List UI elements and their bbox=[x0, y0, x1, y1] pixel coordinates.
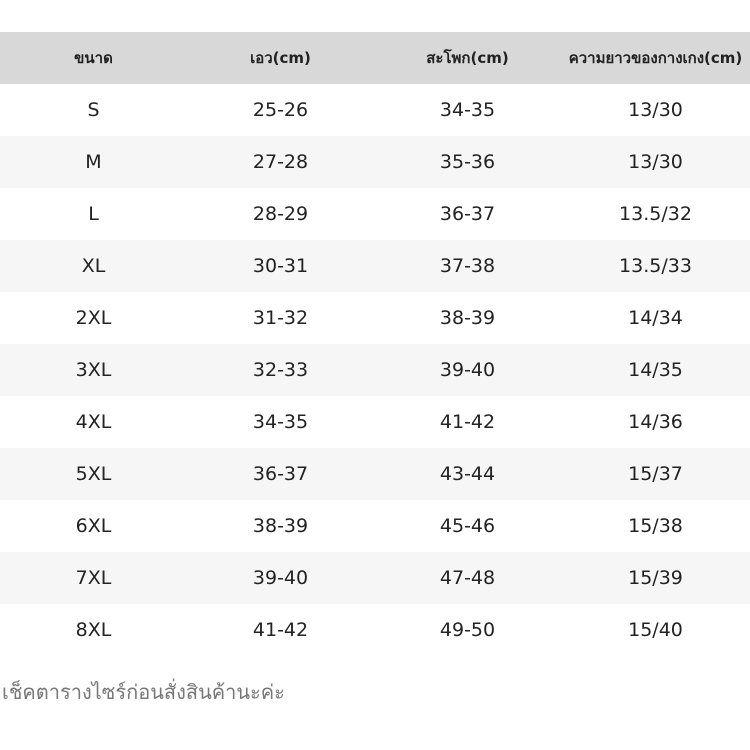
cell-pants-length: 14/36 bbox=[561, 396, 750, 448]
cell-size: 5XL bbox=[0, 448, 187, 500]
footnote: เช็คตารางไซร์ก่อนสั่งสินค้านะค่ะ bbox=[2, 680, 285, 704]
cell-pants-length: 13/30 bbox=[561, 84, 750, 136]
cell-pants-length: 13.5/33 bbox=[561, 240, 750, 292]
cell-hip: 41-42 bbox=[374, 396, 561, 448]
cell-hip: 43-44 bbox=[374, 448, 561, 500]
cell-pants-length: 13.5/32 bbox=[561, 188, 750, 240]
cell-size: 8XL bbox=[0, 604, 187, 656]
cell-pants-length: 14/35 bbox=[561, 344, 750, 396]
cell-waist: 41-42 bbox=[187, 604, 374, 656]
cell-hip: 37-38 bbox=[374, 240, 561, 292]
table-row bbox=[0, 500, 750, 552]
cell-size: L bbox=[0, 188, 187, 240]
cell-size: 6XL bbox=[0, 500, 187, 552]
cell-hip: 49-50 bbox=[374, 604, 561, 656]
table-body bbox=[0, 84, 750, 656]
cell-waist: 34-35 bbox=[187, 396, 374, 448]
cell-waist: 39-40 bbox=[187, 552, 374, 604]
cell-hip: 39-40 bbox=[374, 344, 561, 396]
header-waist: เอว(cm) bbox=[187, 32, 374, 84]
cell-hip: 38-39 bbox=[374, 292, 561, 344]
cell-waist: 30-31 bbox=[187, 240, 374, 292]
table-row bbox=[0, 344, 750, 396]
size-chart-table bbox=[0, 32, 750, 656]
table-row bbox=[0, 292, 750, 344]
cell-size: XL bbox=[0, 240, 187, 292]
cell-pants-length: 15/38 bbox=[561, 500, 750, 552]
cell-hip: 47-48 bbox=[374, 552, 561, 604]
table-row bbox=[0, 552, 750, 604]
cell-size: 7XL bbox=[0, 552, 187, 604]
header-pants-length: ความยาวของกางเกง(cm) bbox=[561, 32, 750, 84]
cell-size: 4XL bbox=[0, 396, 187, 448]
cell-waist: 38-39 bbox=[187, 500, 374, 552]
table-row bbox=[0, 136, 750, 188]
header-hip: สะโพก(cm) bbox=[374, 32, 561, 84]
cell-size: S bbox=[0, 84, 187, 136]
cell-waist: 27-28 bbox=[187, 136, 374, 188]
cell-pants-length: 15/37 bbox=[561, 448, 750, 500]
cell-waist: 31-32 bbox=[187, 292, 374, 344]
cell-pants-length: 14/34 bbox=[561, 292, 750, 344]
cell-size: M bbox=[0, 136, 187, 188]
cell-waist: 36-37 bbox=[187, 448, 374, 500]
cell-hip: 36-37 bbox=[374, 188, 561, 240]
table-row bbox=[0, 604, 750, 656]
cell-hip: 35-36 bbox=[374, 136, 561, 188]
cell-pants-length: 15/40 bbox=[561, 604, 750, 656]
table-row bbox=[0, 240, 750, 292]
header-size: ขนาด bbox=[0, 32, 187, 84]
table-row bbox=[0, 396, 750, 448]
cell-waist: 32-33 bbox=[187, 344, 374, 396]
cell-hip: 45-46 bbox=[374, 500, 561, 552]
table-header-row bbox=[0, 32, 750, 84]
cell-hip: 34-35 bbox=[374, 84, 561, 136]
table-row bbox=[0, 188, 750, 240]
table-row bbox=[0, 448, 750, 500]
table-row bbox=[0, 84, 750, 136]
cell-pants-length: 13/30 bbox=[561, 136, 750, 188]
cell-waist: 25-26 bbox=[187, 84, 374, 136]
cell-waist: 28-29 bbox=[187, 188, 374, 240]
cell-size: 3XL bbox=[0, 344, 187, 396]
cell-size: 2XL bbox=[0, 292, 187, 344]
cell-pants-length: 15/39 bbox=[561, 552, 750, 604]
